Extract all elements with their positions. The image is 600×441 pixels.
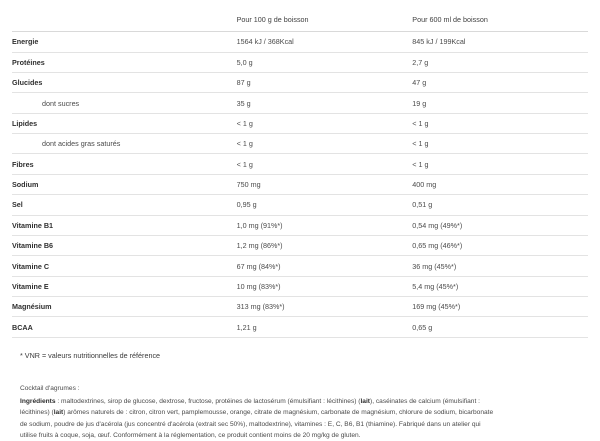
value-per-600ml: 36 mg (45%*) [412, 256, 588, 276]
ingredients-part-3: ) arômes naturels de : citron, citron vert, pamplemousse, orange, citrate de magnésium, carbonate de magnésium, chlorure de sodium, bicarbonate de sodium, poudre de jus d'acérola (jus concentré d'acérola (extrait sec 50%), maltodextrine), vitamines : E, C, B6, B1 (thiamine). Fabriqué dans un atelier qui utilise fruits à coque, soja, œuf. Conformément à la réglementation, ce produit contient moins de 20 mg/kg de gluten. [20, 409, 494, 440]
table-row [12, 154, 588, 174]
value-per-600ml: 845 kJ / 199Kcal [412, 32, 588, 52]
value-per-100g: 1,2 mg (86%*) [237, 235, 413, 255]
nutrient-label: Vitamine E [12, 276, 237, 296]
value-per-100g: 1564 kJ / 368Kcal [237, 32, 413, 52]
value-per-100g: 10 mg (83%*) [237, 276, 413, 296]
value-per-600ml: 400 mg [412, 174, 588, 194]
table-row [12, 113, 588, 133]
nutrient-label: Magnésium [12, 297, 237, 317]
nutrient-label: Glucides [12, 72, 237, 92]
table-row [12, 174, 588, 194]
value-per-600ml: 0,65 g [412, 317, 588, 337]
value-per-600ml: 5,4 mg (45%*) [412, 276, 588, 296]
nutrient-label: BCAA [12, 317, 237, 337]
ingredients-block [20, 383, 494, 441]
nutrient-label: Sodium [12, 174, 237, 194]
table-row [12, 195, 588, 215]
value-per-600ml: 0,65 mg (46%*) [412, 235, 588, 255]
value-per-100g: 35 g [237, 93, 413, 113]
ingredients-label: Ingrédients [20, 398, 56, 406]
value-per-100g: 750 mg [237, 174, 413, 194]
value-per-600ml: 47 g [412, 72, 588, 92]
nutrition-table [12, 10, 588, 338]
nutrient-label: Fibres [12, 154, 237, 174]
value-per-600ml: 0,51 g [412, 195, 588, 215]
table-row [12, 52, 588, 72]
allergen-lait-2: lait [53, 409, 64, 417]
table-row [12, 317, 588, 337]
value-per-100g: < 1 g [237, 113, 413, 133]
allergen-lait-1: lait [360, 398, 370, 406]
value-per-100g: 313 mg (83%*) [237, 297, 413, 317]
value-per-100g: < 1 g [237, 154, 413, 174]
value-per-100g: 0,95 g [237, 195, 413, 215]
nutrient-label: Energie [12, 32, 237, 52]
table-row [12, 235, 588, 255]
nutrient-label: dont sucres [12, 93, 237, 113]
nutrient-label: Vitamine C [12, 256, 237, 276]
value-per-600ml: 19 g [412, 93, 588, 113]
table-header-row [12, 10, 588, 32]
value-per-100g: 1,0 mg (91%*) [237, 215, 413, 235]
nutrient-label: Vitamine B6 [12, 235, 237, 255]
value-per-600ml: 0,54 mg (49%*) [412, 215, 588, 235]
column-header-per-100g: Pour 100 g de boisson [237, 10, 413, 32]
value-per-100g: 5,0 g [237, 52, 413, 72]
table-row [12, 256, 588, 276]
ingredients-intro: Cocktail d'agrumes : [20, 384, 80, 392]
column-header-nutrient [12, 10, 237, 32]
value-per-100g: 87 g [237, 72, 413, 92]
ingredients-text [20, 396, 494, 441]
value-per-100g: < 1 g [237, 134, 413, 154]
vnr-footnote: * VNR = valeurs nutritionnelles de référence [20, 350, 161, 360]
table-row [12, 134, 588, 154]
nutrient-label: dont acides gras saturés [12, 134, 237, 154]
value-per-600ml: < 1 g [412, 113, 588, 133]
table-row [12, 297, 588, 317]
value-per-600ml: < 1 g [412, 154, 588, 174]
value-per-600ml: < 1 g [412, 134, 588, 154]
table-row [12, 93, 588, 113]
table-body [12, 32, 588, 338]
table-row [12, 276, 588, 296]
column-header-per-600ml: Pour 600 ml de boisson [412, 10, 588, 32]
table-header [12, 10, 588, 32]
nutrient-label: Lipides [12, 113, 237, 133]
nutrient-label: Protéines [12, 52, 237, 72]
value-per-600ml: 169 mg (45%*) [412, 297, 588, 317]
table-row [12, 215, 588, 235]
ingredients-part-2: ), caséinates de calcium (émulsifiant : lécithines) ( [20, 398, 480, 417]
value-per-600ml: 2,7 g [412, 52, 588, 72]
value-per-100g: 1,21 g [237, 317, 413, 337]
table-row [12, 72, 588, 92]
value-per-100g: 67 mg (84%*) [237, 256, 413, 276]
nutrient-label: Vitamine B1 [12, 215, 237, 235]
nutrient-label: Sel [12, 195, 237, 215]
ingredients-part-1: : maltodextrines, sirop de glucose, dextrose, fructose, protéines de lactosérum (émulsifiant : lécithines) ( [55, 398, 361, 406]
table-row [12, 32, 588, 52]
